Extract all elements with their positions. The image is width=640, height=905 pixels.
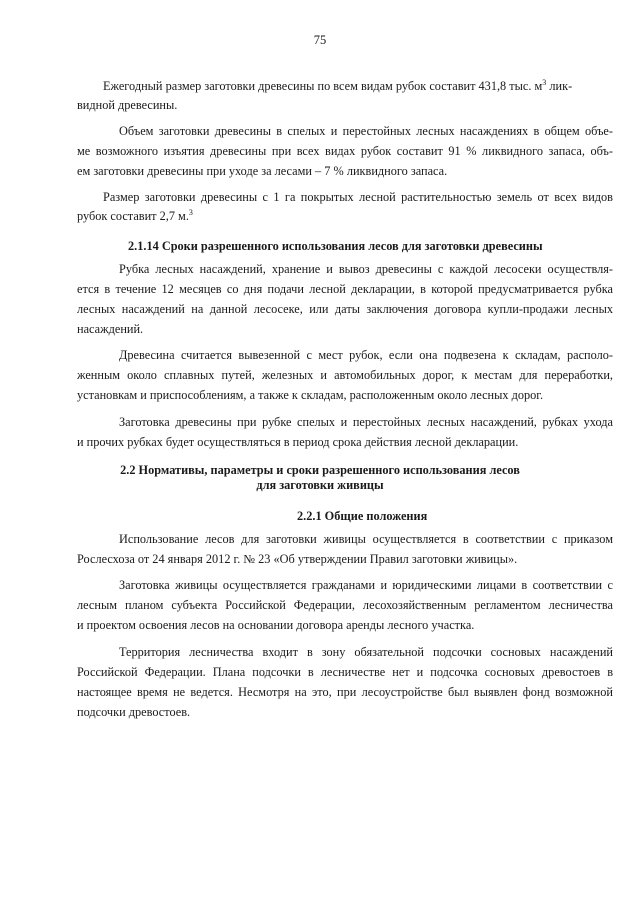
paragraph-line: лесным планом субъекта Российской Федерации, лесохозяйственным регламентом лесничества (77, 598, 613, 612)
paragraph-line: насаждений. (77, 322, 144, 336)
paragraph-line: Заготовка живицы осуществляется гражданами и юридическими лицами в соответствии с (119, 578, 613, 592)
section-heading: 2.2 Нормативы, параметры и сроки разрешенного использования лесов (120, 463, 520, 477)
paragraph-line: Российской Федерации. Плана подсочки в лесничестве нет и подсочка сосновых древостоев в (77, 665, 613, 679)
paragraph-line: подсочки древостоев. (77, 705, 191, 719)
page-number: 75 (313, 33, 327, 47)
paragraph-line: Заготовка древесины при рубке спелых и перестойных лесных насаждений, рубках ухода (119, 415, 613, 429)
subsection-heading: 2.2.1 Общие положения (297, 509, 428, 523)
paragraph-line: Древесина считается вывезенной с мест рубок, если она подвезена к складам, располо- (119, 348, 613, 362)
paragraph-line: Рослесхоза от 24 января 2012 г. № 23 «Об утверждении Правил заготовки живицы». (77, 552, 518, 566)
paragraph-line: и прочих рубках будет осуществляться в период срока действия лесной декларации. (77, 435, 519, 449)
paragraph-line: Использование лесов для заготовки живицы осуществляется в соответствии с приказом (119, 532, 613, 546)
paragraph-line: Ежегодный размер заготовки древесины по всем видам рубок составит 431,8 тыс. $м^3$ лик- (103, 78, 573, 93)
paragraph-line: лесных насаждений на данной лесосеке, или даты заключения договора купли-продажи лесных (77, 302, 613, 316)
paragraph-line: Размер заготовки древесины с 1 га покрытых лесной растительностью земель от всех видов (103, 190, 613, 204)
paragraph-line: и проектом освоения лесов на основании договора аренды лесного участка. (77, 618, 475, 632)
paragraph-line: женным около сплавных путей, железных и автомобильных дорог, к местам для переработки, (77, 368, 613, 382)
paragraph-line: ме возможного изъятия древесины при всех видах рубок составит 91 % ликвидного запаса, объ- (77, 144, 613, 158)
paragraph-line: видной древесины. (77, 98, 178, 112)
paragraph-line: настоящее время не ведется. Несмотря на это, при лесоустройстве был выявлен фонд возможной (77, 685, 613, 699)
paragraph-line: рубок составит 2,7 м.$^3$ (77, 208, 193, 223)
paragraph-line: Объем заготовки древесины в спелых и перестойных лесных насаждениях в общем объе- (119, 124, 613, 138)
paragraph-line: Территория лесничества входит в зону обязательной подсочки сосновых насаждений (119, 645, 613, 659)
paragraph-line: ется в течение 12 месяцев со дня подачи лесной декларации, в которой предусматривается рубка (77, 282, 613, 296)
paragraph-line: Рубка лесных насаждений, хранение и вывоз древесины с каждой лесосеки осуществля- (119, 262, 613, 276)
paragraph-line: ем заготовки древесины при уходе за лесами – 7 % ликвидного запаса. (77, 164, 448, 178)
paragraph-line: установкам и приспособлениям, а также к складам, расположенным около лесных дорог. (77, 388, 544, 402)
section-heading: для заготовки живицы (256, 478, 384, 492)
section-heading: 2.1.14 Сроки разрешенного использования лесов для заготовки древесины (128, 239, 543, 253)
